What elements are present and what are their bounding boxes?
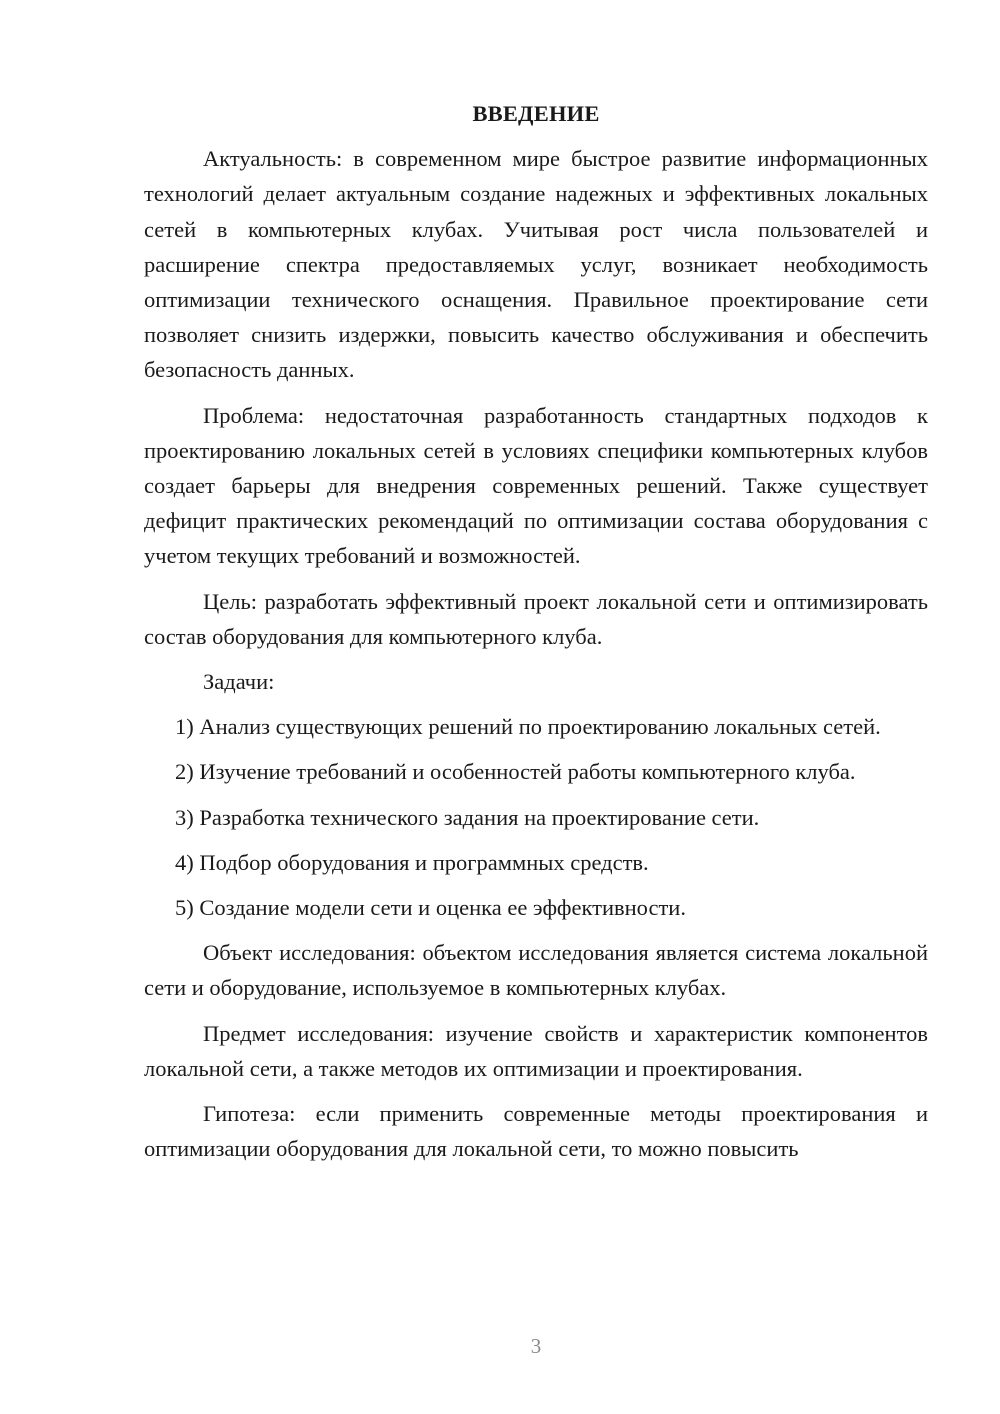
paragraph-object: Объект исследования: объектом исследования является система локальной сети и оборудование, используемое в компьютерных клубах.	[144, 940, 928, 1001]
paragraph-relevance: Актуальность: в современном мире быстрое развитие информационных технологий делает актуальным создание надежных и эффективных локальных сетей в компьютерных клубах. Учитывая рост числа пользователей и расширение спектра предоставляемых услуг, возникает необходимость оптимизации технического оснащения. Правильное проектирование сети позволяет снизить издержки, повысить качество обслуживания и обеспечить безопасность данных.	[144, 146, 928, 383]
list-item: 1) Анализ существующих решений по проектированию локальных сетей.	[175, 714, 881, 740]
task-list	[144, 709, 928, 925]
list-item: 2) Изучение требований и особенностей работы компьютерного клуба.	[175, 759, 856, 785]
paragraph-goal: Цель: разработать эффективный проект локальной сети и оптимизировать состав оборудования для компьютерного клуба.	[144, 588, 928, 649]
page-heading: ВВЕДЕНИЕ	[472, 101, 600, 126]
paragraph-subject: Предмет исследования: изучение свойств и характеристик компонентов локальной сети, а также методов их оптимизации и проектирования.	[144, 1020, 928, 1081]
page-number: 3	[530, 1334, 542, 1358]
list-item: 5) Создание модели сети и оценка ее эффективности.	[175, 895, 686, 921]
page-body	[144, 96, 928, 1176]
paragraph-hypothesis: Гипотеза: если применить современные методы проектирования и оптимизации оборудования для локальной сети, то можно повысить	[144, 1101, 928, 1162]
list-item: 4) Подбор оборудования и программных средств.	[175, 849, 649, 875]
list-item: 3) Разработка технического задания на проектирование сети.	[175, 804, 760, 830]
paragraph-tasks-label: Задачи:	[203, 669, 275, 695]
paragraph-problem: Проблема: недостаточная разработанность стандартных подходов к проектированию локальных сетей в условиях специфики компьютерных клубов создает барьеры для внедрения современных решений. Также существует дефицит практических рекомендаций по оптимизации состава оборудования с учетом текущих требований и возможностей.	[144, 402, 928, 569]
